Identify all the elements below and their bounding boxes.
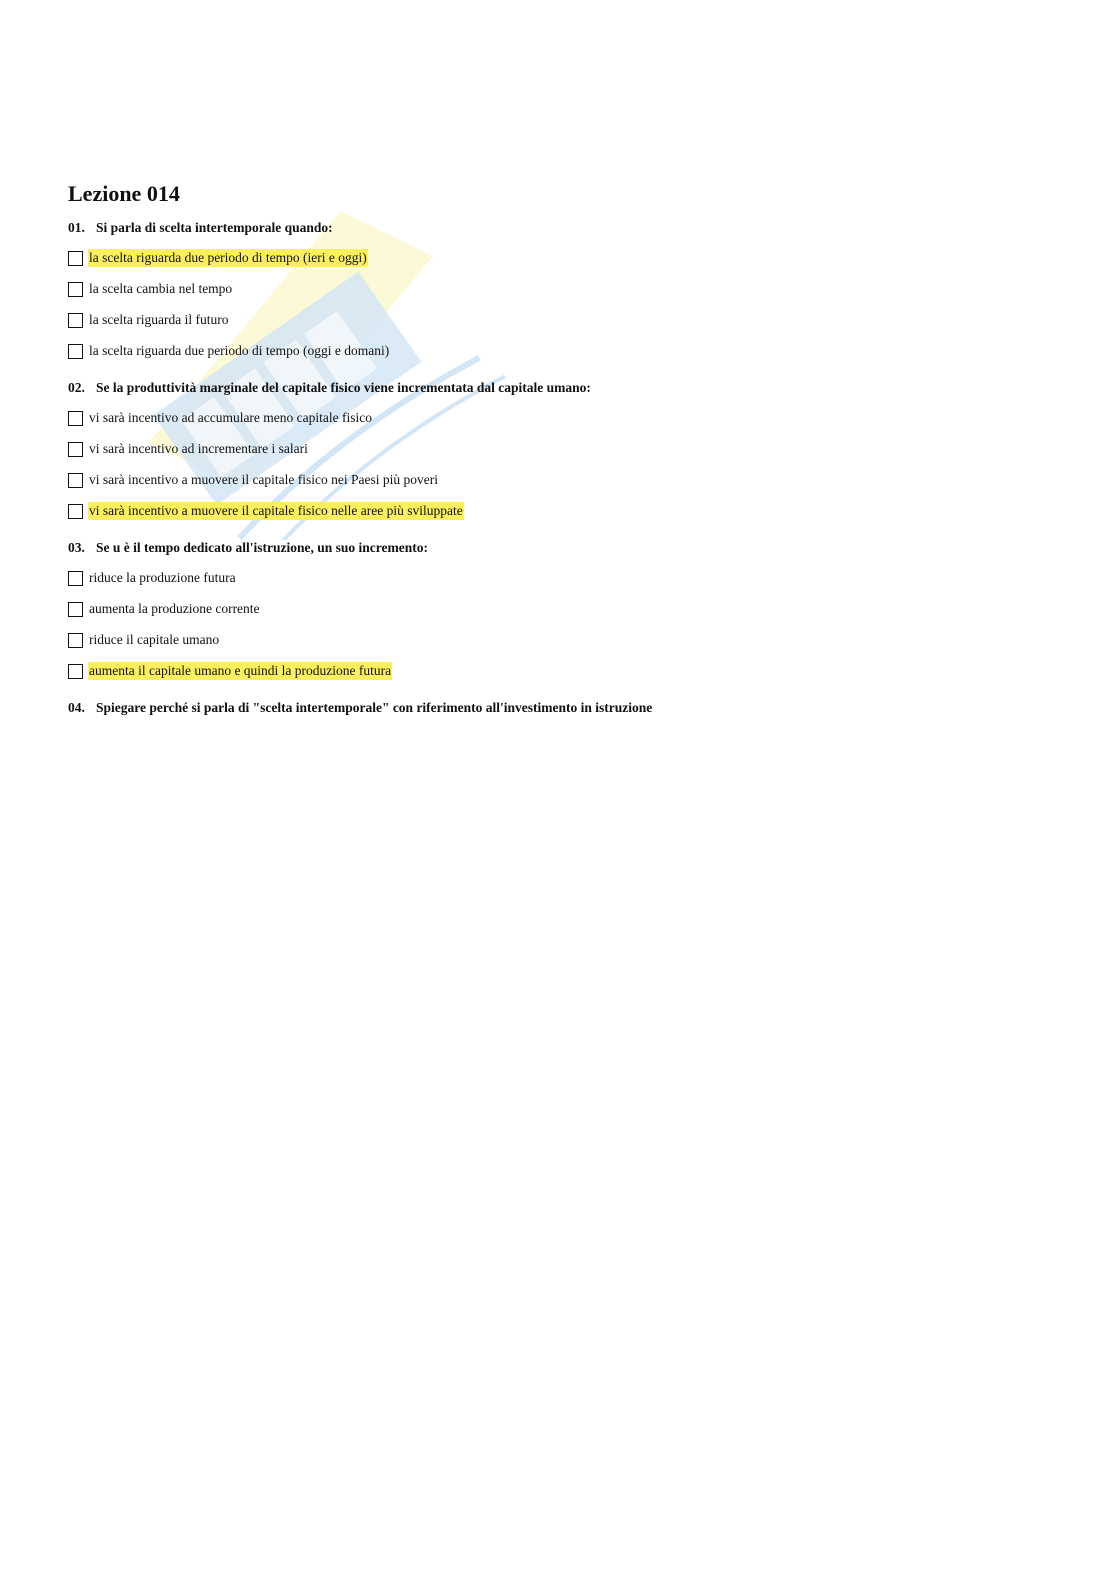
checkbox[interactable]	[68, 442, 83, 457]
question-number: 03.	[68, 540, 85, 555]
answer-option[interactable]	[68, 440, 1048, 458]
question-heading	[68, 219, 1048, 237]
question-text: Si parla di scelta intertemporale quando:	[96, 220, 333, 235]
question-text: Se la produttività marginale del capitale fisico viene incrementata dal capitale umano:	[96, 380, 591, 395]
question-03	[68, 539, 1048, 680]
question-text: Se u è il tempo dedicato all'istruzione, un suo incremento:	[96, 540, 428, 555]
option-text: la scelta riguarda il futuro	[89, 312, 229, 327]
question-02	[68, 379, 1048, 520]
answer-option[interactable]	[68, 311, 1048, 329]
question-number: 01.	[68, 220, 85, 235]
option-text-highlighted: la scelta riguarda due periodo di tempo (ieri e oggi)	[89, 250, 367, 265]
checkbox[interactable]	[68, 571, 83, 586]
option-text: la scelta cambia nel tempo	[89, 281, 233, 296]
option-text: aumenta la produzione corrente	[89, 601, 260, 616]
option-text: riduce il capitale umano	[89, 632, 220, 647]
option-text: vi sarà incentivo a muovere il capitale fisico nei Paesi più poveri	[89, 472, 439, 487]
checkbox[interactable]	[68, 251, 83, 266]
checkbox[interactable]	[68, 313, 83, 328]
question-number: 04.	[68, 700, 85, 715]
checkbox[interactable]	[68, 602, 83, 617]
document-content	[68, 178, 1048, 729]
answer-option[interactable]	[68, 342, 1048, 360]
question-text: Spiegare perché si parla di "scelta intertemporale" con riferimento all'investimento in istruzione	[96, 700, 653, 715]
answer-option[interactable]	[68, 249, 1048, 267]
question-heading	[68, 539, 1048, 557]
answer-option[interactable]	[68, 409, 1048, 427]
answer-option[interactable]	[68, 280, 1048, 298]
lesson-title: Lezione 014	[68, 181, 180, 206]
question-04	[68, 699, 1048, 717]
answer-option[interactable]	[68, 631, 1048, 649]
answer-option[interactable]	[68, 471, 1048, 489]
checkbox[interactable]	[68, 282, 83, 297]
checkbox[interactable]	[68, 344, 83, 359]
checkbox[interactable]	[68, 504, 83, 519]
option-text: la scelta riguarda due periodo di tempo (oggi e domani)	[89, 343, 390, 358]
checkbox[interactable]	[68, 664, 83, 679]
option-text-highlighted: vi sarà incentivo a muovere il capitale fisico nelle aree più sviluppate	[89, 503, 463, 518]
question-heading	[68, 699, 1048, 717]
checkbox[interactable]	[68, 633, 83, 648]
checkbox[interactable]	[68, 473, 83, 488]
option-text: vi sarà incentivo ad incrementare i salari	[89, 441, 308, 456]
checkbox[interactable]	[68, 411, 83, 426]
answer-option[interactable]	[68, 502, 1048, 520]
option-text-highlighted: aumenta il capitale umano e quindi la produzione futura	[89, 663, 392, 678]
answer-option[interactable]	[68, 662, 1048, 680]
answer-option[interactable]	[68, 600, 1048, 618]
option-text: vi sarà incentivo ad accumulare meno capitale fisico	[89, 410, 372, 425]
answer-option[interactable]	[68, 569, 1048, 587]
question-01	[68, 219, 1048, 360]
question-number: 02.	[68, 380, 85, 395]
option-text: riduce la produzione futura	[89, 570, 236, 585]
question-heading	[68, 379, 1048, 397]
